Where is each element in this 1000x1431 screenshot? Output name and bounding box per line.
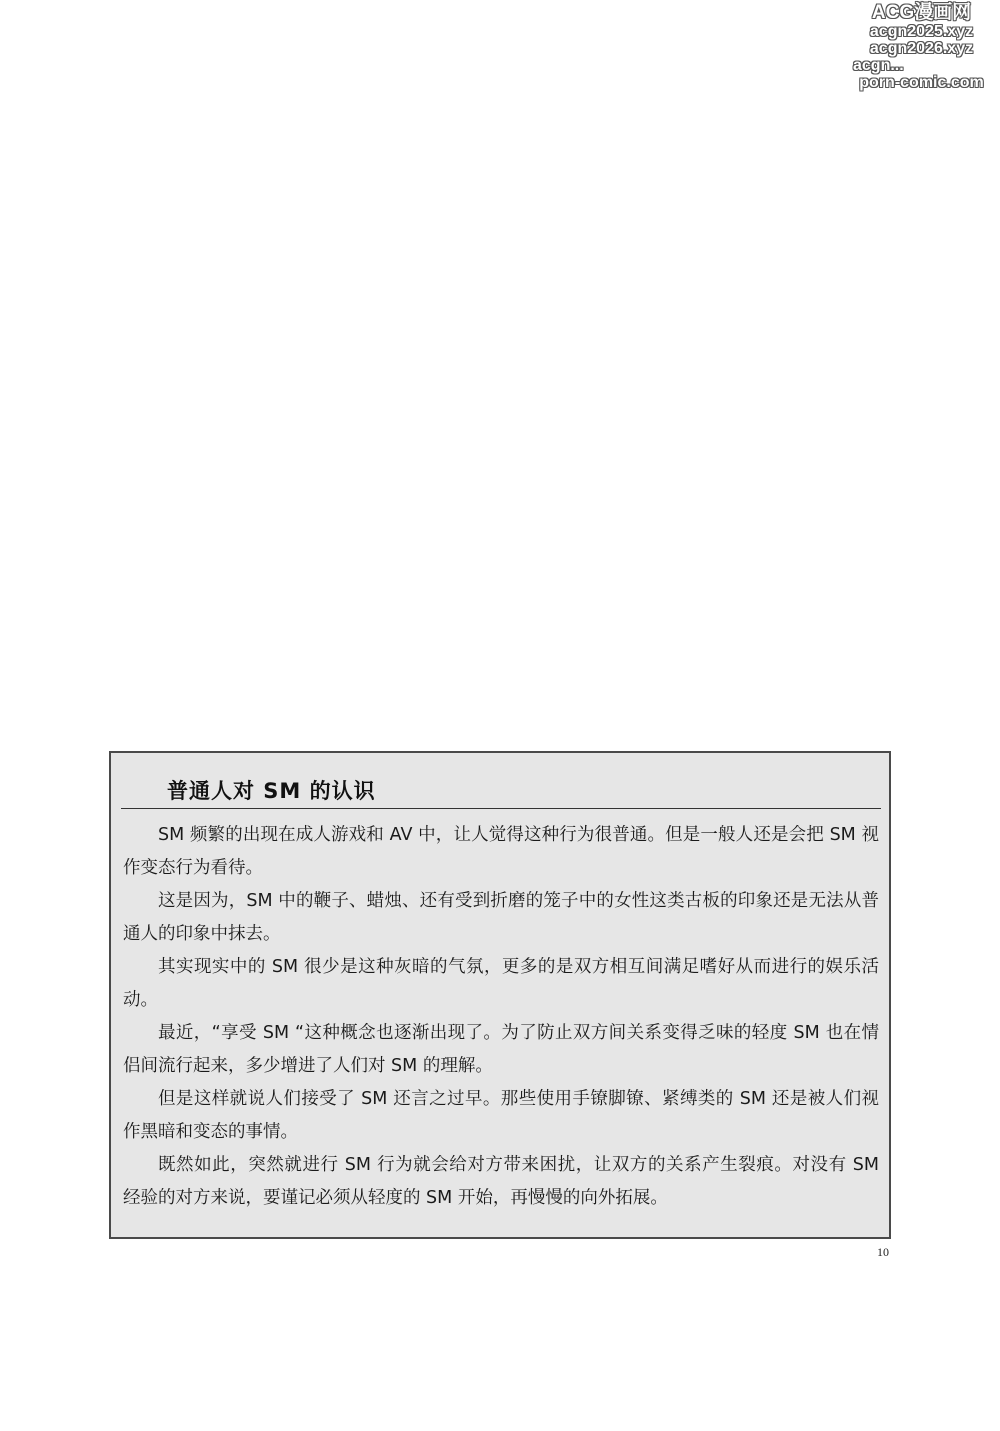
page-number: 10 — [877, 1245, 889, 1259]
paragraph: 其实现实中的 SM 很少是这种灰暗的气氛，更多的是双方相互间满足嗜好从而进行的娱乐活动。 — [123, 957, 879, 1010]
watermark-url-1: acgn2025.xyz — [869, 23, 974, 40]
paragraph: 但是这样就说人们接受了 SM 还言之过早。那些使用手镣脚镣、紧缚类的 SM 还是被人们视作黑暗和变态的事情。 — [123, 1089, 879, 1142]
site-watermark — [849, 2, 994, 91]
section-body — [123, 819, 879, 1215]
paragraph: 最近，“享受 SM “这种概念也逐渐出现了。为了防止双方间关系变得乏味的轻度 SM 也在情侣间流行起来，多少增进了人们对 SM 的理解。 — [123, 1023, 879, 1076]
watermark-brand: ACG漫画网 — [871, 2, 972, 23]
paragraph: SM 频繁的出现在成人游戏和 AV 中，让人觉得这种行为很普通。但是一般人还是会把 SM 视作变态行为看待。 — [123, 825, 879, 878]
paragraph: 既然如此，突然就进行 SM 行为就会给对方带来困扰，让双方的关系产生裂痕。对没有 SM 经验的对方来说，要谨记必须从轻度的 SM 开始，再慢慢的向外拓展。 — [123, 1155, 879, 1208]
title-divider — [121, 808, 881, 809]
paragraph: 这是因为，SM 中的鞭子、蜡烛、还有受到折磨的笼子中的女性这类古板的印象还是无法从普通人的印象中抹去。 — [123, 891, 879, 944]
info-box — [109, 751, 891, 1239]
watermark-url-3: acgn... — [853, 57, 904, 74]
watermark-url-2: acgn2026.xyz — [869, 40, 974, 57]
section-title: 普通人对 SM 的认识 — [167, 779, 376, 803]
watermark-url-4: porn-comic.com — [859, 74, 984, 91]
